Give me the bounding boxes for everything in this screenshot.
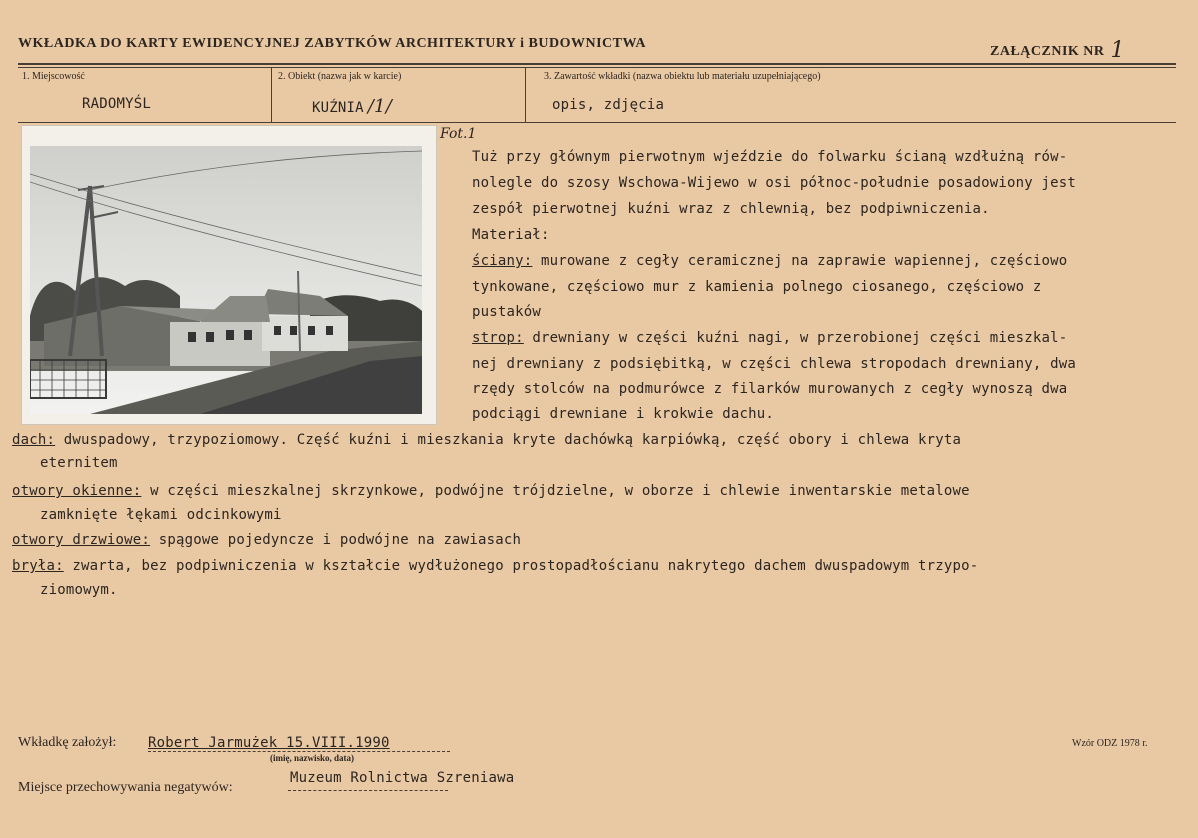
header-rule-thick xyxy=(18,63,1176,65)
ceiling-line: nej drewniany z podsiębitką, w części chlewa stropodach drewniany, dwa xyxy=(472,356,1077,372)
object-name: KUŹNIA xyxy=(312,100,364,116)
storage-label: Miejsce przechowywania negatywów: xyxy=(18,780,233,795)
walls-line: tynkowane, częściowo mur z kamienia polnego ciosanego, częściowo z xyxy=(472,279,1042,295)
object-value xyxy=(312,96,392,117)
field-divider xyxy=(525,68,526,122)
roof-line xyxy=(12,432,961,448)
annex-number: 1 xyxy=(1110,38,1126,63)
windows-text: w części mieszkalnej skrzynkowe, podwójne trójdzielne, w oborze i chlewie inwentarskie metalowe xyxy=(141,483,970,499)
walls-line: pustaków xyxy=(472,304,542,320)
walls-line xyxy=(472,253,1067,269)
ceiling-line: podciągi drewniane i krokwie dachu. xyxy=(472,406,775,422)
object-number: /1/ xyxy=(367,96,392,117)
author-value: Robert Jarmużek 15.VIII.1990 xyxy=(148,735,450,752)
doors-line xyxy=(12,532,521,548)
contents-label: 3. Zawartość wkładki (nazwa obiektu lub materiału uzupełniającego) xyxy=(544,71,821,82)
mass-line: ziomowym. xyxy=(40,582,118,598)
contents-value: opis, zdjęcia xyxy=(552,97,665,113)
form-code: Wzór ODZ 1978 r. xyxy=(1072,738,1148,749)
field-divider xyxy=(271,68,272,122)
ceiling-line: rzędy stolców na podmurówce z filarków murowanych z cegły wynoszą dwa xyxy=(472,381,1068,397)
doors-text: spągowe pojedyncze i podwójne na zawiasach xyxy=(150,532,522,548)
body-line: Materiał: xyxy=(472,227,550,243)
mass-line xyxy=(12,558,978,574)
doors-label: otwory drzwiowe: xyxy=(12,532,151,548)
walls-text: murowane z cegły ceramicznej na zaprawie wapiennej, częściowo xyxy=(532,253,1068,269)
mass-label: bryła: xyxy=(12,558,64,574)
place-value: RADOMYŚL xyxy=(82,96,152,112)
body-line: zespół pierwotnej kuźni wraz z chlewnią, bez podpiwniczenia. xyxy=(472,201,990,217)
mass-text: zwarta, bez podpiwniczenia w kształcie wydłużonego prostopadłościanu nakrytego dachem dwuspadowym trzypo- xyxy=(63,558,979,574)
walls-label: ściany: xyxy=(472,253,533,269)
author-label: Wkładkę założył: xyxy=(18,735,117,750)
body-line: nolegle do szosy Wschowa-Wijewo w osi północ-południe posadowiony jest xyxy=(472,175,1077,191)
storage-underline xyxy=(288,790,448,791)
header-rule-thin xyxy=(18,67,1176,68)
storage-value: Muzeum Rolnictwa Szreniawa xyxy=(290,770,515,786)
photo-forge-building xyxy=(30,146,422,414)
author-hint: (imię, nazwisko, data) xyxy=(270,753,354,763)
windows-line: zamknięte łękami odcinkowymi xyxy=(40,507,282,523)
fields-rule xyxy=(18,122,1176,123)
photo-caption: Fot.1 xyxy=(440,126,477,142)
windows-line xyxy=(12,483,970,499)
windows-label: otwory okienne: xyxy=(12,483,142,499)
annex-label xyxy=(990,36,1125,61)
form-title: WKŁADKA DO KARTY EWIDENCYJNEJ ZABYTKÓW ARCHITEKTURY i BUDOWNICTWA xyxy=(18,36,647,51)
annex-label-text: ZAŁĄCZNIK NR xyxy=(990,44,1105,59)
roof-label: dach: xyxy=(12,432,56,448)
ceiling-label: strop: xyxy=(472,330,524,346)
place-label: 1. Miejscowość xyxy=(22,71,85,82)
object-label: 2. Obiekt (nazwa jak w karcie) xyxy=(278,71,402,82)
ceiling-text: drewniany w części kuźni nagi, w przerobionej części mieszkal- xyxy=(523,330,1068,346)
ceiling-line xyxy=(472,330,1067,346)
roof-line: eternitem xyxy=(40,455,118,471)
roof-text: dwuspadowy, trzypoziomowy. Część kuźni i mieszkania kryte dachówką karpiówką, część obory i chlewa kryta xyxy=(55,432,962,448)
body-line: Tuż przy głównym pierwotnym wjeździe do folwarku ścianą wzdłużną rów- xyxy=(472,149,1068,165)
